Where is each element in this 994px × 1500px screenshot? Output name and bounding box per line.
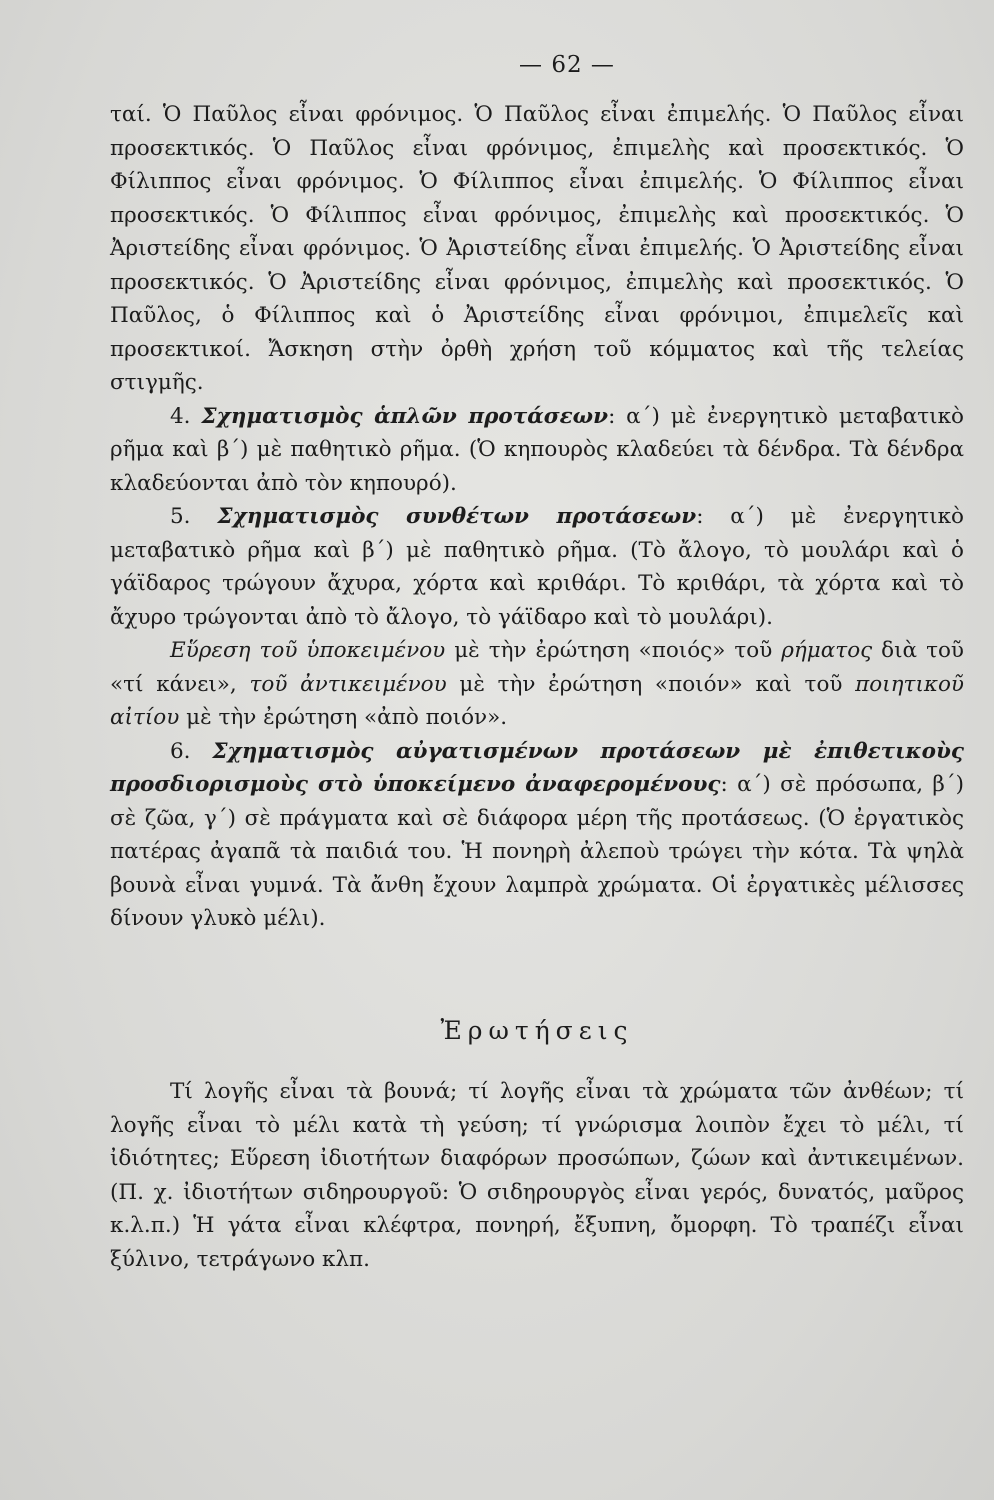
paragraph-expanded-sentences bbox=[110, 735, 964, 936]
italic-phrase: ρήματος bbox=[781, 638, 873, 663]
paragraph-subject-finding bbox=[110, 634, 964, 735]
italic-phrase: Εὕρεση τοῦ ὑποκειμένου bbox=[170, 638, 446, 663]
questions-section bbox=[110, 1075, 964, 1276]
italic-phrase: ποιητικοῦ αἰτίου bbox=[110, 671, 964, 730]
text-run: διὰ τοῦ «τί κάνει», bbox=[110, 638, 964, 697]
text-run: μὲ τὴν ἐρώτηση «ἀπὸ ποιόν». bbox=[179, 705, 508, 730]
section-title: Ἐρωτήσεις bbox=[440, 1015, 634, 1045]
paragraph-exercise-comma: ταί. Ὁ Παῦλος εἶναι φρόνιμος. Ὁ Παῦλος εἶναι ἐπιμελής. Ὁ Παῦλος εἶναι προσεκτικός. Ὁ Παῦλος εἶναι φρόνιμος, ἐπιμελὴς καὶ προσεκτικός. Ὁ Φίλιππος εἶναι φρόνιμος. Ὁ Φίλιππος εἶναι ἐπιμελής. Ὁ Φίλιππος εἶναι προσεκτικός. Ὁ Φίλιππος εἶναι φρόνιμος, ἐπιμελὴς καὶ προσεκτικός. Ὁ Ἀριστείδης εἶναι φρόνιμος. Ὁ Ἀριστείδης εἶναι ἐπιμελής. Ὁ Ἀριστείδης εἶναι προσεκτικός. Ὁ Ἀριστείδης εἶναι φρόνιμος, ἐπιμελὴς καὶ προσεκτικός. Ὁ Παῦλος, ὁ Φίλιππος καὶ ὁ Ἀριστείδης εἶναι φρόνιμοι, ἐπιμελεῖς καὶ προσεκτικοί. Ἄσκηση στὴν ὀρθὴ χρήση τοῦ κόμματος καὶ τῆς τελείας στιγμῆς. bbox=[110, 102, 964, 395]
item-text: : α΄) σὲ πρόσωπα, β΄) σὲ ζῶα, γ΄) σὲ πράγματα καὶ σὲ διάφορα μέρη τῆς προτάσεως. (Ὁ ἐργατικὸς πατέρας ἀγαπᾶ τὰ παιδιά του. Ἡ πονηρὴ ἀλεποὺ τρώγει τὴν κότα. Τὰ ψηλὰ βουνὰ εἶναι γυμνά. Τὰ ἄνθη ἔχουν λαμπρὰ χρώματα. Οἱ ἐργατικὲς μέλισσες δίνουν γλυκὸ μέλι). bbox=[110, 772, 964, 931]
text-run: μὲ τὴν ἐρώτηση «ποιόν» καὶ τοῦ bbox=[446, 671, 856, 697]
item-number: 6. bbox=[170, 738, 191, 764]
page-number: — 62 — bbox=[519, 52, 615, 78]
item-number: 5. bbox=[170, 504, 191, 529]
item-heading: Σχηματισμὸς ἁπλῶν προτάσεων bbox=[201, 403, 609, 429]
item-heading: Σχηματισμὸς αὐγατισμένων προτάσεων μὲ ἐπιθετικοὺς προσδιορισμοὺς στὸ ὑποκείμενο ἀναφερομένους bbox=[110, 738, 964, 797]
item-text: : α΄) μὲ ἐνεργητικὸ μεταβατικὸ ρῆμα καὶ β΄) μὲ παθητικὸ ρῆμα. (Ὁ κηπουρὸς κλαδεύει τὰ δένδρα. Τὰ δένδρα κλαδεύονται ἀπὸ τὸν κηπουρό). bbox=[110, 403, 964, 496]
paragraph-simple-sentences bbox=[110, 400, 964, 501]
paragraph-compound-sentences bbox=[110, 500, 964, 634]
item-number: 4. bbox=[170, 403, 191, 429]
questions-paragraph: Τί λογῆς εἶναι τὰ βουνά; τί λογῆς εἶναι τὰ χρώματα τῶν ἀνθέων; τί λογῆς εἶναι τὸ μέλι κατὰ τὴ γεύση; τί γνώρισμα λοιπὸν ἔχει τὸ μέλι, τί ἰδιότητες; Εὕρεση ἰδιοτήτων διαφόρων προσώπων, ζώων καὶ ἀντικειμένων. (Π. χ. ἰδιοτήτων σιδηρουργοῦ: Ὁ σιδηρουργὸς εἶναι γερός, δυνατός, μαῦρος κ.λ.π.) Ἡ γάτα εἶναι κλέφτρα, πονηρή, ἔξυπνη, ὄμορφη. Τὸ τραπέζι εἶναι ξύλινο, τετράγωνο κλπ. bbox=[110, 1079, 964, 1272]
item-heading: Σχηματισμὸς συνθέτων προτάσεων bbox=[217, 504, 697, 529]
text-run: μὲ τὴν ἐρώτηση «ποιός» τοῦ bbox=[445, 638, 782, 663]
item-text: : α΄) μὲ ἐνεργητικὸ μεταβατικὸ ρῆμα καὶ β΄) μὲ παθητικὸ ρῆμα. (Τὸ ἄλογο, τὸ μουλάρι καὶ ὁ γάϊδαρος τρώγουν ἄχυρα, χόρτα καὶ κριθάρι. Τὸ κριθάρι, τὰ χόρτα καὶ τὸ ἄχυρο τρώγονται ἀπὸ τὸ ἄλογο, τὸ γάϊδαρο καὶ τὸ μουλάρι). bbox=[110, 504, 964, 630]
italic-phrase: τοῦ ἀντικειμένου bbox=[249, 671, 447, 697]
page-body bbox=[110, 98, 964, 1276]
